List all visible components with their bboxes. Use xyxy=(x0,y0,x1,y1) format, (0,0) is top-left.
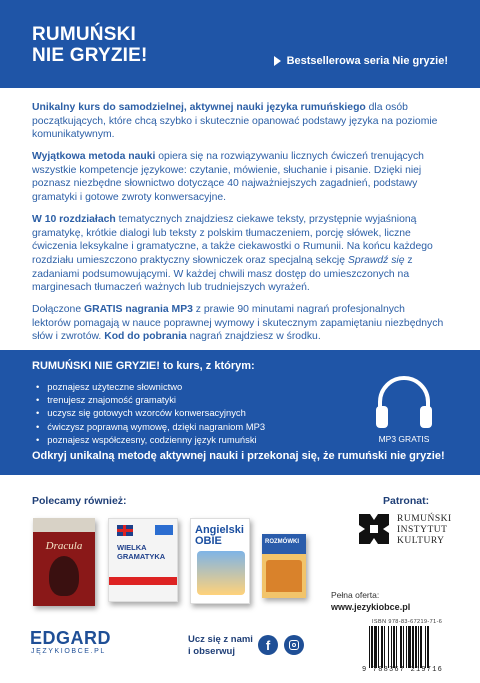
barcode-bar xyxy=(420,626,422,668)
instagram-icon[interactable] xyxy=(284,635,304,655)
series-text: Bestsellerowa seria Nie gryzie! xyxy=(286,55,448,67)
p4-bold-1: GRATIS nagrania MP3 xyxy=(83,304,193,316)
book-cover-phrasebook xyxy=(262,534,306,598)
p3-text-a: tematycznych znajdziesz ciekawe teksty, przystępnie wyjaśnioną gramatykę, krótkie dialogi lub teksty z polskim tłumaczeniem, porcję słówek, liczne ćwiczenia leksykalne i gramatyczne, a także ciekawostki o Rumunii. Na końcu każdego rozdziału umieszczono praktyczny słowniczek oraz specjalną sekcję xyxy=(32,214,433,266)
barcode-digits: 9 788367 219716 xyxy=(362,666,444,674)
book-title-line: Angielski xyxy=(195,524,244,536)
book-cover-dracula xyxy=(33,518,95,606)
offer-url[interactable]: www.jezykiobce.pl xyxy=(331,602,411,612)
patronat-title: Patronat: xyxy=(383,495,430,507)
barcode-bar xyxy=(403,626,404,668)
facebook-icon[interactable]: f xyxy=(258,635,278,655)
barcode-bar xyxy=(378,626,379,668)
p2-text: opiera się na rozwiązywaniu licznych ćwiczeń trenujących wszystkie kompetencje językowe: czytanie, mówienie, słuchanie i pisanie. Dzięki niej poznasz niezbędne słownictwo dotyczące 40 najważniejszych zagadnień, podstawy gramatyki i gotowe zwroty konwersacyjne. xyxy=(32,151,424,204)
book-illustration xyxy=(197,551,245,595)
publisher-logo: EDGARD xyxy=(30,628,112,648)
barcode-bar xyxy=(388,626,389,668)
p2-bold: Wyjątkowa metoda nauki xyxy=(32,151,156,163)
p4-text-c: nagrań znajdziesz w środku. xyxy=(186,331,321,343)
social-text xyxy=(188,634,253,658)
barcode-bar xyxy=(408,626,411,668)
barcode-bar xyxy=(425,626,426,668)
book-cover-angielski xyxy=(190,518,250,604)
book-title: Dracula xyxy=(45,540,83,552)
book-title: ROZMÓWKI xyxy=(265,539,299,545)
description xyxy=(32,101,446,353)
feature-item: • uczysz się gotowych wzorców konwersacyjnych xyxy=(36,406,265,419)
institute-name-line: KULTURY xyxy=(397,536,445,546)
barcode-bar xyxy=(391,626,392,668)
book-illustration xyxy=(49,556,79,596)
p1-bold: Unikalny kurs do samodzielnej, aktywnej nauki języka rumuńskiego xyxy=(32,102,366,113)
p3-bold: W 10 rozdziałach xyxy=(32,214,116,226)
book-title-line: WIELKA xyxy=(117,543,147,552)
title-line-1: RUMUŃSKI xyxy=(32,24,136,45)
p3-italic: Sprawdź się xyxy=(347,254,405,266)
book-cover-grammar xyxy=(108,518,178,602)
publisher-sub: JĘZYKIOBCE.PL xyxy=(31,648,106,655)
feature-item: • poznajesz współczesny, codzienny język rumuński xyxy=(36,433,265,446)
p1-text: dla osób początkujących, które chcą szybko i skutecznie opanować podstawy języka na poziomie komunikatywnym. xyxy=(32,102,438,141)
features-list xyxy=(36,380,265,446)
title-line-2: NIE GRYZIE! xyxy=(32,45,148,66)
barcode-bar xyxy=(396,626,397,668)
paragraph-1 xyxy=(32,101,446,142)
barcode-bar xyxy=(384,626,385,668)
cover-title xyxy=(32,24,148,66)
barcode-bar xyxy=(400,626,402,668)
p4-bold-2: Kod do pobrania xyxy=(104,331,187,343)
headphones-icon xyxy=(372,372,436,432)
institute-name-line: INSTYTUT xyxy=(397,525,448,535)
barcode xyxy=(368,626,454,668)
book-band xyxy=(33,518,95,532)
features-band xyxy=(0,350,480,475)
header-band xyxy=(0,0,480,88)
book-title xyxy=(117,543,165,561)
feature-item: • trenujesz znajomość gramatyki xyxy=(36,393,265,406)
recommend-title: Polecamy również: xyxy=(32,495,127,507)
book-tag xyxy=(155,525,173,535)
book-title xyxy=(195,525,244,547)
barcode-bar xyxy=(418,626,419,668)
p4-text-b: z prawie 90 minutami nagrań profesjonalnych lektorów pomagają w nauce poprawnej wymowy i skutecznym zapamiętaniu niezbędnych słów i zwrotów. xyxy=(32,304,444,343)
p4-text-a: Dołączone xyxy=(32,304,84,316)
features-title: RUMUŃSKI NIE GRYZIE! to kurs, z którym: xyxy=(32,360,255,372)
paragraph-4 xyxy=(32,303,446,344)
book-illustration xyxy=(266,560,302,592)
barcode-bar xyxy=(374,626,377,668)
social-line: Ucz się z nami xyxy=(188,634,253,645)
feature-item: • ćwiczysz poprawną wymowę, dzięki nagraniom MP3 xyxy=(36,420,265,433)
institute-name xyxy=(397,514,452,547)
barcode-bar xyxy=(371,626,373,668)
play-triangle-icon xyxy=(274,56,281,66)
uk-flag-icon xyxy=(117,525,133,536)
series-label xyxy=(274,55,448,67)
isbn-text: ISBN 978-83-67219-71-6 xyxy=(372,619,443,625)
book-stripe xyxy=(109,577,178,585)
institute-name-line: RUMUŃSKI xyxy=(397,514,452,524)
p3-text-b: z zadaniami podsumowującymi. W każdej chwili masz dostęp do umieszczonych na marginesach tłumaczeń ważnych lub trudniejszych wyrażeń. xyxy=(32,254,413,294)
book-title-line: GRAMATYKA xyxy=(117,552,166,561)
social-line: i obserwuj xyxy=(188,646,235,657)
closing-line: Odkryj unikalną metodę aktywnej nauki i przekonaj się, że rumuński nie gryzie! xyxy=(32,450,445,462)
barcode-bar xyxy=(406,626,407,668)
institute-logo-icon xyxy=(357,512,391,546)
barcode-bar xyxy=(427,626,429,668)
barcode-bar xyxy=(415,626,417,668)
paragraph-3 xyxy=(32,213,446,295)
paragraph-2 xyxy=(32,150,446,204)
mp3-label: MP3 GRATIS xyxy=(378,434,430,444)
barcode-bar xyxy=(381,626,383,668)
instagram-lens xyxy=(292,643,296,647)
barcode-bar xyxy=(393,626,395,668)
feature-item: • poznajesz użyteczne słownictwo xyxy=(36,380,265,393)
barcode-bar xyxy=(412,626,414,668)
barcode-bar xyxy=(369,626,370,668)
book-title-line: OBIE xyxy=(195,535,222,547)
offer-label: Pełna oferta: xyxy=(331,590,380,600)
